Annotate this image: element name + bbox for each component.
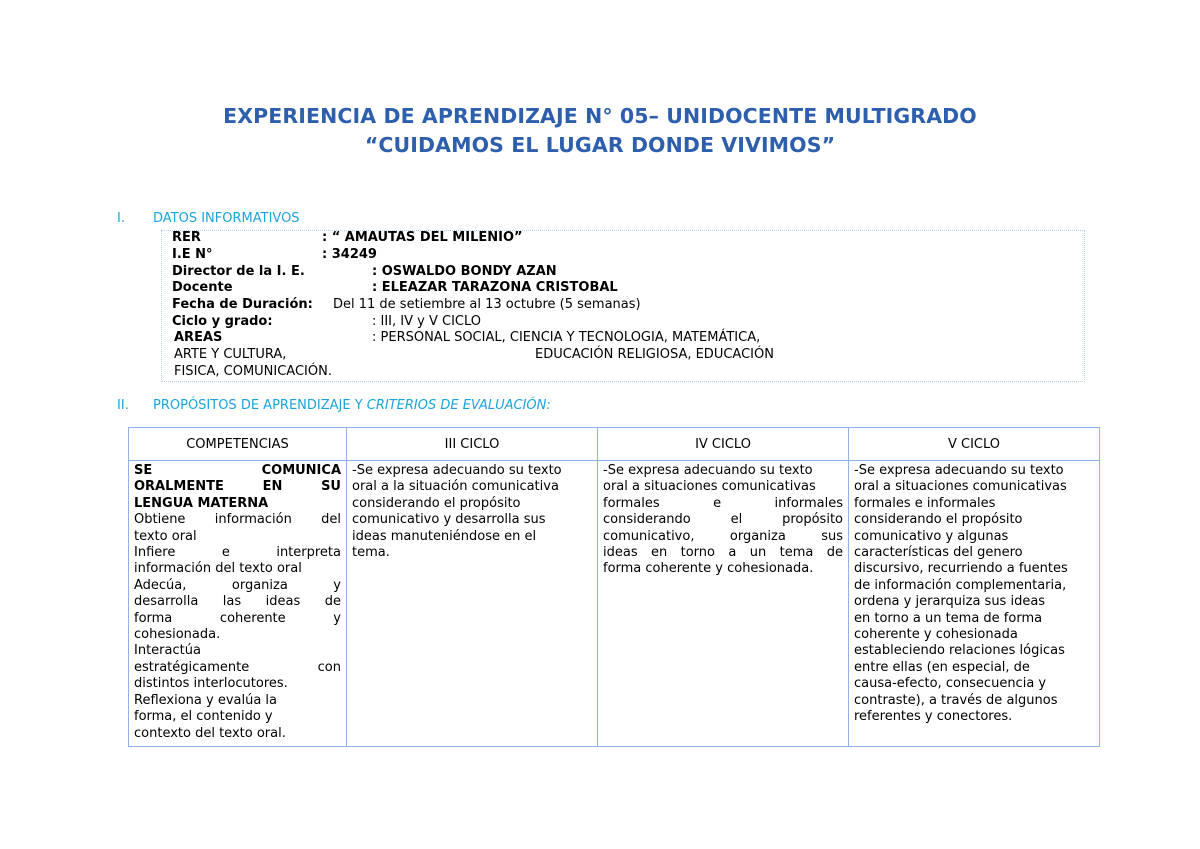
ie-value: : 34249: [322, 247, 377, 262]
header-iv-ciclo: IV CICLO: [598, 428, 849, 461]
desempeno-line: de información complementaria,: [854, 577, 1067, 593]
areas-line-1: : PERSONAL SOCIAL, CIENCIA Y TECNOLOGIA, MATEMÁTICA,: [372, 330, 761, 345]
section-propositos-heading: [117, 398, 551, 413]
capacidad-line: Infiere e interpreta: [134, 545, 341, 561]
table-row: [129, 461, 1100, 747]
ciclo-label: Ciclo y grado:: [172, 314, 273, 329]
capacidad-line: estratégicamente con: [134, 659, 341, 675]
capacidad-line: texto oral: [134, 528, 197, 544]
desempeno-line: tema.: [352, 545, 390, 561]
desempeno-line: -Se expresa adecuando su texto: [603, 463, 813, 478]
docente-value: : ELEAZAR TARAZONA CRISTOBAL: [372, 280, 618, 295]
desempeno-line: contraste), a través de algunos: [854, 692, 1058, 708]
document-subtitle: “CUIDAMOS EL LUGAR DONDE VIVIMOS”: [364, 133, 836, 157]
capacidad-line: forma coherente y: [134, 610, 341, 626]
areas-line-2a: ARTE Y CULTURA,: [174, 347, 287, 362]
desempeno-line: formales e informales: [603, 495, 843, 511]
desempeno-line: -Se expresa adecuando su texto: [854, 463, 1064, 478]
competencia-title-line: ORALMENTE EN SU: [134, 479, 341, 495]
desempeno-line: comunicativo y desarrolla sus: [352, 512, 546, 528]
header-competencias: COMPETENCIAS: [129, 428, 347, 461]
desempeno-line: características del genero: [854, 545, 1023, 561]
desempeno-line: referentes y conectores.: [854, 709, 1013, 725]
fecha-value: Del 11 de setiembre al 13 octubre (5 semanas): [333, 297, 641, 312]
desempeno-line: ideas manuteniéndose en el: [352, 528, 537, 544]
rer-label: RER: [172, 230, 201, 245]
capacidad-line: Interactúa: [134, 643, 201, 659]
capacidad-line: forma, el contenido y: [134, 709, 273, 725]
propositos-table: [128, 427, 1100, 747]
desempeno-line: ideas en torno a un tema de: [603, 545, 843, 561]
competencia-title-line: LENGUA MATERNA: [134, 495, 269, 511]
capacidad-line: contexto del texto oral.: [134, 725, 286, 741]
director-value: : OSWALDO BONDY AZAN: [372, 264, 557, 279]
capacidad-line: Obtiene información del: [134, 512, 341, 528]
desempeno-line: -Se expresa adecuando su texto: [352, 463, 562, 478]
competencia-title-line: SE COMUNICA: [134, 463, 341, 478]
desempeno-line: formales e informales: [854, 495, 996, 511]
rer-value: : “ AMAUTAS DEL MILENIO”: [322, 230, 523, 245]
capacidad-line: desarrolla las ideas de: [134, 594, 341, 610]
areas-line-3: FISICA, COMUNICACIÓN.: [174, 364, 332, 379]
capacidad-line: información del texto oral: [134, 561, 302, 577]
desempeno-line: ordena y jerarquiza sus ideas: [854, 594, 1046, 610]
desempeno-line: causa-efecto, consecuencia y: [854, 676, 1047, 692]
desempeno-line: coherente y cohesionada: [854, 627, 1018, 643]
fecha-label: Fecha de Duración:: [172, 297, 313, 312]
section-title: PROPÓSITOS DE APRENDIZAJE Y: [153, 398, 367, 413]
iii-ciclo-cell: [347, 461, 598, 747]
director-label: Director de la I. E.: [172, 264, 305, 279]
docente-label: Docente: [172, 280, 233, 295]
section-number: I.: [117, 211, 125, 226]
desempeno-line: comunicativo y algunas: [854, 528, 1009, 544]
document-title: EXPERIENCIA DE APRENDIZAJE N° 05– UNIDOCENTE MULTIGRADO: [223, 104, 977, 128]
desempeno-line: oral a situaciones comunicativas: [854, 479, 1067, 495]
header-v-ciclo: V CICLO: [849, 428, 1100, 461]
capacidad-line: distintos interlocutores.: [134, 676, 288, 692]
desempeno-line: oral a situaciones comunicativas: [603, 479, 816, 495]
desempeno-line: comunicativo, organiza sus: [603, 528, 843, 544]
header-iii-ciclo: III CICLO: [347, 428, 598, 461]
section-title: DATOS INFORMATIVOS: [153, 211, 300, 226]
iv-ciclo-cell: [598, 461, 849, 747]
desempeno-line: forma coherente y cohesionada.: [603, 561, 814, 577]
ciclo-value: : III, IV y V CICLO: [372, 314, 481, 329]
section-datos-informativos-heading: [117, 211, 300, 226]
ie-label: I.E N°: [172, 247, 213, 262]
v-ciclo-cell: [849, 461, 1100, 747]
desempeno-line: entre ellas (en especial, de: [854, 659, 1030, 675]
desempeno-line: oral a la situación comunicativa: [352, 479, 559, 495]
desempeno-line: estableciendo relaciones lógicas: [854, 643, 1065, 659]
section-title-italic: CRITERIOS DE EVALUACIÓN:: [366, 398, 551, 413]
desempeno-line: en torno a un tema de forma: [854, 610, 1043, 626]
desempeno-line: considerando el propósito: [854, 512, 1023, 528]
competencia-cell: [129, 461, 347, 747]
desempeno-line: discursivo, recurriendo a fuentes: [854, 561, 1068, 577]
capacidad-line: cohesionada.: [134, 627, 221, 643]
capacidad-line: Adecúa, organiza y: [134, 577, 341, 593]
section-number: II.: [117, 398, 129, 413]
capacidad-line: Reflexiona y evalúa la: [134, 692, 278, 708]
desempeno-line: considerando el propósito: [352, 495, 521, 511]
desempeno-line: considerando el propósito: [603, 512, 843, 528]
areas-label: AREAS: [174, 330, 223, 345]
table-header-row: [129, 428, 1100, 461]
areas-line-2b: EDUCACIÓN RELIGIOSA, EDUCACIÓN: [535, 347, 774, 362]
